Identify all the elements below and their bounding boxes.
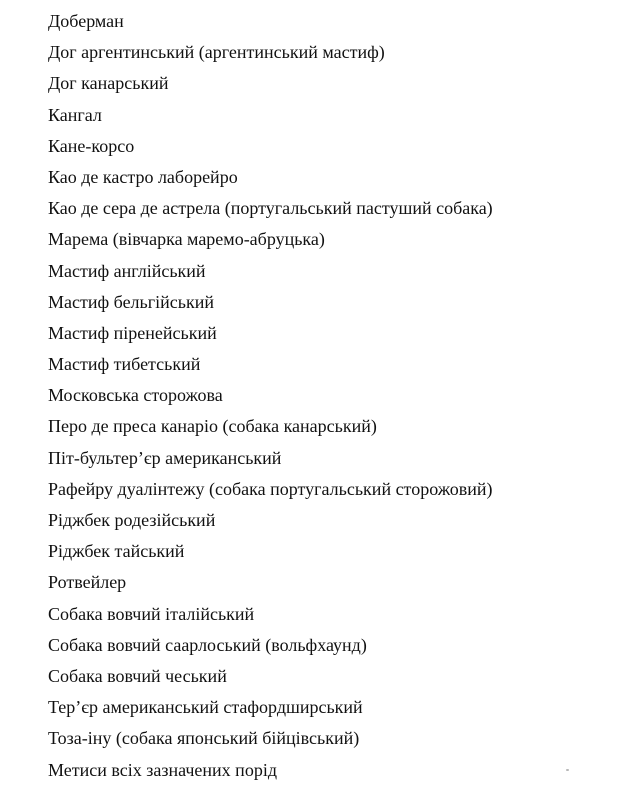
- list-item: Піт-бультер’єр американський: [48, 447, 282, 468]
- list-item: Московська сторожова: [48, 385, 223, 406]
- list-item: Собака вовчий італійський: [48, 603, 255, 624]
- breed-list: [48, 6, 628, 786]
- list-item: Марема (вівчарка маремо-абруцька): [48, 229, 325, 250]
- list-item: Кане-корсо: [48, 135, 135, 156]
- list-item: Мастиф бельгійський: [48, 291, 214, 312]
- list-item: Ріджбек родезійський: [48, 510, 216, 530]
- scan-speck: [566, 769, 569, 771]
- list-item: Као де сера де астрела (португальський пастуший собака): [48, 198, 493, 219]
- list-item: Дог канарський: [48, 73, 169, 94]
- list-item: Перо де преса канаріо (собака канарський): [48, 416, 377, 437]
- list-item: Као де кастро лаборейро: [48, 166, 238, 187]
- list-item: Собака вовчий саарлоський (вольфхаунд): [48, 634, 367, 655]
- list-item: Собака вовчий чеський: [48, 665, 227, 686]
- list-item: Тер’єр американський стафордширський: [48, 697, 363, 718]
- list-item: Доберман: [48, 11, 124, 31]
- list-item: Рафейру дуалінтежу (собака португальський сторожовий): [48, 478, 493, 499]
- list-item: Ріджбек тайський: [48, 541, 185, 562]
- list-item: Мастиф тибетський: [48, 354, 201, 375]
- list-item: Дог аргентинський (аргентинський мастиф): [48, 42, 385, 63]
- list-item: Кангал: [48, 104, 102, 125]
- list-item: Ротвейлер: [48, 572, 127, 593]
- list-item: Мастиф піренейський: [48, 322, 217, 343]
- list-item: Мастиф англійський: [48, 260, 206, 281]
- list-item: Метиси всіх зазначених порід: [48, 759, 277, 780]
- list-item: Тоза-іну (собака японський бійцівський): [48, 728, 360, 749]
